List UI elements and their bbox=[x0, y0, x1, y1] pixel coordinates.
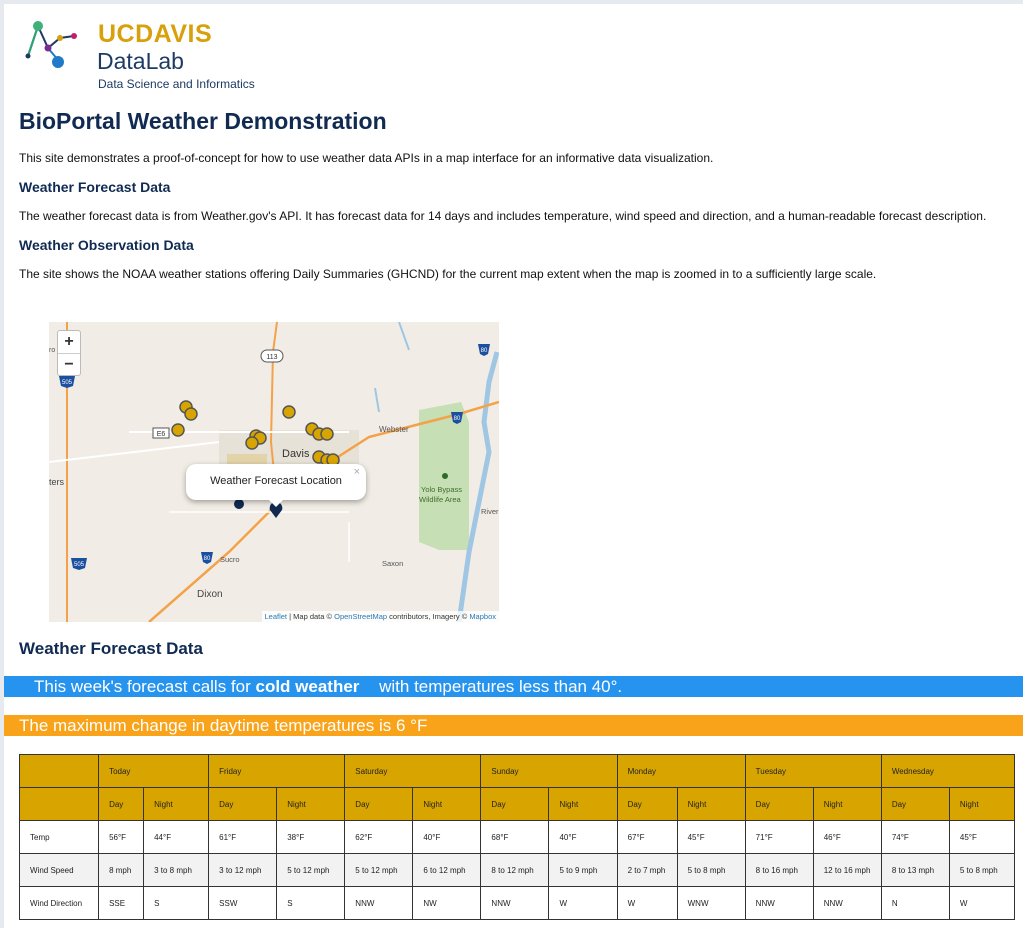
interstate-80-shield-east: 80 bbox=[480, 348, 488, 354]
table-cell: 8 to 12 mph bbox=[481, 854, 549, 887]
table-cell: WNW bbox=[677, 887, 745, 920]
logo-datalab: DataLab bbox=[97, 48, 184, 74]
label-road-edge: ro bbox=[49, 347, 56, 354]
forecast-table bbox=[19, 754, 1015, 920]
table-cell: 8 mph bbox=[99, 854, 144, 887]
period-day-header: Day bbox=[881, 788, 949, 821]
leaflet-link[interactable]: Leaflet bbox=[264, 612, 288, 621]
table-cell: 5 to 8 mph bbox=[949, 854, 1014, 887]
network-graph-icon bbox=[18, 18, 82, 78]
table-cell: NNW bbox=[745, 887, 813, 920]
label-winters: ters bbox=[49, 477, 65, 487]
mapbox-link[interactable]: Mapbox bbox=[469, 612, 496, 621]
table-cell: 62°F bbox=[345, 821, 413, 854]
table-cell: S bbox=[144, 887, 209, 920]
zoom-out-button[interactable]: − bbox=[64, 356, 74, 373]
table-cell: 2 to 7 mph bbox=[617, 854, 677, 887]
park-tree-icon bbox=[442, 473, 448, 479]
period-night-header: Night bbox=[949, 788, 1014, 821]
table-cell: W bbox=[549, 887, 617, 920]
interstate-80-shield-bypass: 80 bbox=[453, 416, 461, 422]
table-cell: 45°F bbox=[949, 821, 1014, 854]
table-cell: NW bbox=[413, 887, 481, 920]
day-header-row bbox=[20, 755, 1015, 788]
table-row bbox=[20, 887, 1015, 920]
table-cell: S bbox=[277, 887, 345, 920]
table-cell: N bbox=[881, 887, 949, 920]
period-night-header: Night bbox=[277, 788, 345, 821]
period-header-row bbox=[20, 788, 1015, 821]
day-header-today: Today bbox=[99, 755, 209, 788]
table-cell: 67°F bbox=[617, 821, 677, 854]
table-cell: 5 to 12 mph bbox=[345, 854, 413, 887]
day-header-tuesday: Tuesday bbox=[745, 755, 881, 788]
forecast-data-heading: Weather Forecast Data bbox=[19, 639, 203, 658]
observation-description: The site shows the NOAA weather stations offering Daily Summaries (GHCND) for the current map extent when the map is zoomed in to a sufficiently large scale. bbox=[19, 267, 877, 281]
table-cell: 12 to 16 mph bbox=[813, 854, 881, 887]
table-cell: NNW bbox=[481, 887, 549, 920]
map-attribution: Leaflet | Map data © OpenStreetMap contributors, Imagery © Mapbox bbox=[262, 611, 500, 622]
observation-section-heading: Weather Observation Data bbox=[19, 237, 194, 253]
forecast-section-heading: Weather Forecast Data bbox=[19, 179, 171, 195]
logo-subtitle: Data Science and Informatics bbox=[98, 77, 255, 91]
table-cell: 61°F bbox=[209, 821, 277, 854]
corner-cell bbox=[20, 788, 99, 821]
intro-text: This site demonstrates a proof-of-concept for how to use weather data APIs in a map interface for an informative data visualization. bbox=[19, 151, 714, 165]
table-cell: SSW bbox=[209, 887, 277, 920]
cold-weather-banner: This week's forecast calls for cold weather with temperatures less than 40°. bbox=[4, 676, 1023, 697]
weather-map[interactable] bbox=[49, 322, 499, 622]
period-day-header: Day bbox=[99, 788, 144, 821]
popup-text: Weather Forecast Location bbox=[210, 475, 342, 487]
label-sucro: Sucro bbox=[220, 555, 240, 564]
table-cell: 56°F bbox=[99, 821, 144, 854]
table-cell: 40°F bbox=[413, 821, 481, 854]
table-cell: 8 to 16 mph bbox=[745, 854, 813, 887]
day-header-saturday: Saturday bbox=[345, 755, 481, 788]
table-row bbox=[20, 821, 1015, 854]
table-cell: 5 to 8 mph bbox=[677, 854, 745, 887]
popup-close-icon[interactable]: × bbox=[353, 466, 360, 478]
label-river: River bbox=[481, 507, 499, 516]
period-night-header: Night bbox=[549, 788, 617, 821]
table-cell: SSE bbox=[99, 887, 144, 920]
table-cell: W bbox=[617, 887, 677, 920]
period-night-header: Night bbox=[677, 788, 745, 821]
row-label: Temp bbox=[20, 821, 99, 854]
row-label: Wind Direction bbox=[20, 887, 99, 920]
table-cell: 3 to 12 mph bbox=[209, 854, 277, 887]
period-day-header: Day bbox=[209, 788, 277, 821]
table-cell: 45°F bbox=[677, 821, 745, 854]
openstreetmap-link[interactable]: OpenStreetMap bbox=[334, 612, 388, 621]
route-e6-label: E6 bbox=[156, 431, 166, 438]
table-cell: 3 to 8 mph bbox=[144, 854, 209, 887]
popup-tip bbox=[268, 499, 284, 507]
period-day-header: Day bbox=[745, 788, 813, 821]
table-cell: 68°F bbox=[481, 821, 549, 854]
forecast-description: The weather forecast data is from Weather.gov's API. It has forecast data for 14 days and includes temperature, wind speed and direction, and a human-readable forecast description. bbox=[19, 209, 987, 223]
period-day-header: Day bbox=[617, 788, 677, 821]
label-wildlife-area: Wildlife Area bbox=[419, 495, 461, 504]
table-cell: 5 to 12 mph bbox=[277, 854, 345, 887]
period-night-header: Night bbox=[813, 788, 881, 821]
label-webster: Webster bbox=[379, 425, 409, 434]
period-day-header: Day bbox=[345, 788, 413, 821]
forecast-location-popup bbox=[186, 464, 366, 500]
table-cell: 8 to 13 mph bbox=[881, 854, 949, 887]
day-header-monday: Monday bbox=[617, 755, 745, 788]
label-dixon: Dixon bbox=[197, 589, 223, 600]
day-header-sunday: Sunday bbox=[481, 755, 617, 788]
route-113-label: 113 bbox=[266, 354, 278, 361]
table-cell: 38°F bbox=[277, 821, 345, 854]
day-header-friday: Friday bbox=[209, 755, 345, 788]
interstate-505-shield-bottom: 505 bbox=[73, 562, 85, 568]
table-cell: NNW bbox=[813, 887, 881, 920]
table-cell: 6 to 12 mph bbox=[413, 854, 481, 887]
table-cell: 74°F bbox=[881, 821, 949, 854]
table-cell: 44°F bbox=[144, 821, 209, 854]
corner-cell bbox=[20, 755, 99, 788]
table-cell: W bbox=[949, 887, 1014, 920]
period-night-header: Night bbox=[144, 788, 209, 821]
zoom-control bbox=[57, 330, 81, 376]
row-label: Wind Speed bbox=[20, 854, 99, 887]
day-header-wednesday: Wednesday bbox=[881, 755, 1014, 788]
temperature-change-banner: The maximum change in daytime temperatures is 6 °F bbox=[4, 715, 1023, 736]
datalab-logo[interactable] bbox=[18, 18, 258, 94]
table-cell: NNW bbox=[345, 887, 413, 920]
table-cell: 71°F bbox=[745, 821, 813, 854]
interstate-80-shield-sucro: 80 bbox=[203, 556, 211, 562]
table-cell: 46°F bbox=[813, 821, 881, 854]
page-title: BioPortal Weather Demonstration bbox=[19, 108, 387, 134]
logo-ucdavis: UCDAVIS bbox=[98, 20, 213, 48]
label-saxon: Saxon bbox=[382, 559, 404, 568]
period-day-header: Day bbox=[481, 788, 549, 821]
label-davis: Davis bbox=[282, 448, 310, 460]
table-row bbox=[20, 854, 1015, 887]
table-cell: 5 to 9 mph bbox=[549, 854, 617, 887]
table-cell: 40°F bbox=[549, 821, 617, 854]
label-yolo-bypass: Yolo Bypass bbox=[421, 485, 463, 494]
zoom-in-button[interactable]: + bbox=[58, 331, 80, 354]
page bbox=[4, 4, 1023, 928]
period-night-header: Night bbox=[413, 788, 481, 821]
interstate-505-shield-top: 505 bbox=[61, 380, 73, 386]
